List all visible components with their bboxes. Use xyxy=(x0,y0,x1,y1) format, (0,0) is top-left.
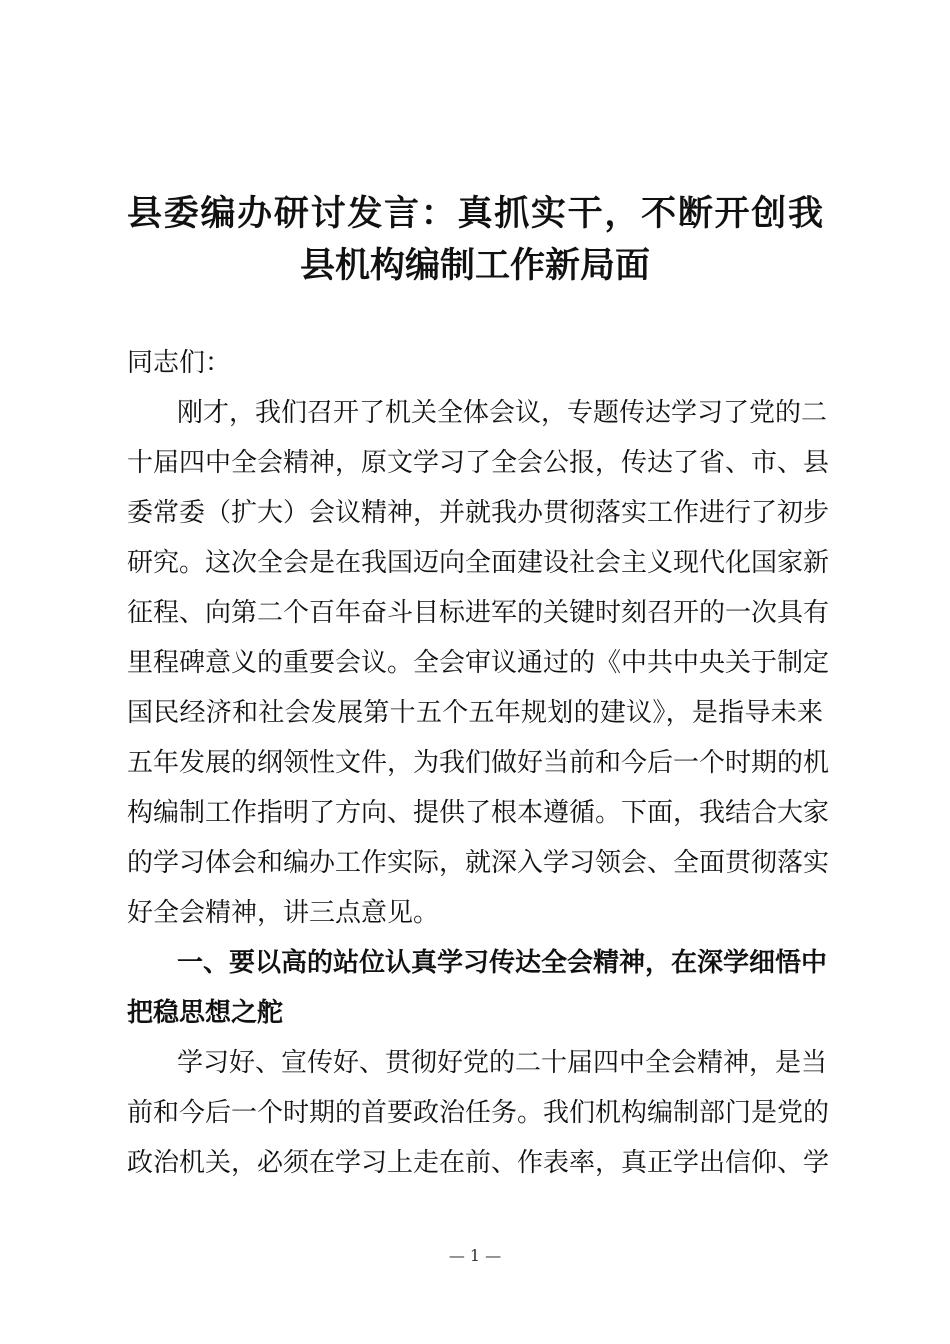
text-line: 学习好、宣传好、贯彻好党的二十届四中全会精神，是当 xyxy=(177,1048,828,1078)
text-line: 构编制工作指明了方向、提供了根本遵循。下面，我结合大家 xyxy=(127,798,830,828)
text-line: 征程、向第二个百年奋斗目标进军的关键时刻召开的一次具有 xyxy=(127,598,830,628)
text-line: 好全会精神，讲三点意见。 xyxy=(127,898,440,928)
text-line: 前和今后一个时期的首要政治任务。我们机构编制部门是党的 xyxy=(127,1098,830,1128)
text-line: 委常委（扩大）会议精神，并就我办贯彻落实工作进行了初步 xyxy=(127,498,830,528)
title-line-1: 县委编办研讨发言：真抓实干，不断开创我 xyxy=(127,194,823,234)
text-line: 一、要以高的站位认真学习传达全会精神，在深学细悟中 xyxy=(177,948,828,978)
text-line: 里程碑意义的重要会议。全会审议通过的《中共中央关于制定 xyxy=(127,648,830,678)
page-number: — 1 — xyxy=(448,1246,502,1265)
salutation: 同志们： xyxy=(127,348,232,378)
text-line: 刚才，我们召开了机关全体会议，专题传达学习了党的二 xyxy=(177,398,828,428)
text-line: 的学习体会和编办工作实际，就深入学习领会、全面贯彻落实 xyxy=(127,848,830,878)
document-title xyxy=(127,188,823,292)
text-line: 十届四中全会精神，原文学习了全会公报，传达了省、市、县 xyxy=(127,448,830,478)
section-heading xyxy=(127,938,828,1038)
text-line: 五年发展的纲领性文件，为我们做好当前和今后一个时期的机 xyxy=(127,748,830,778)
text-line: 政治机关，必须在学习上走在前、作表率，真正学出信仰、学 xyxy=(127,1148,830,1178)
paragraph xyxy=(127,388,830,938)
title-line-2: 县机构编制工作新局面 xyxy=(299,246,650,286)
text-line: 研究。这次全会是在我国迈向全面建设社会主义现代化国家新 xyxy=(127,548,830,578)
document-body xyxy=(127,338,830,1188)
text-line: 把稳思想之舵 xyxy=(127,998,284,1028)
text-line: 国民经济和社会发展第十五个五年规划的建议》，是指导未来 xyxy=(127,698,823,728)
paragraph xyxy=(127,1038,830,1188)
